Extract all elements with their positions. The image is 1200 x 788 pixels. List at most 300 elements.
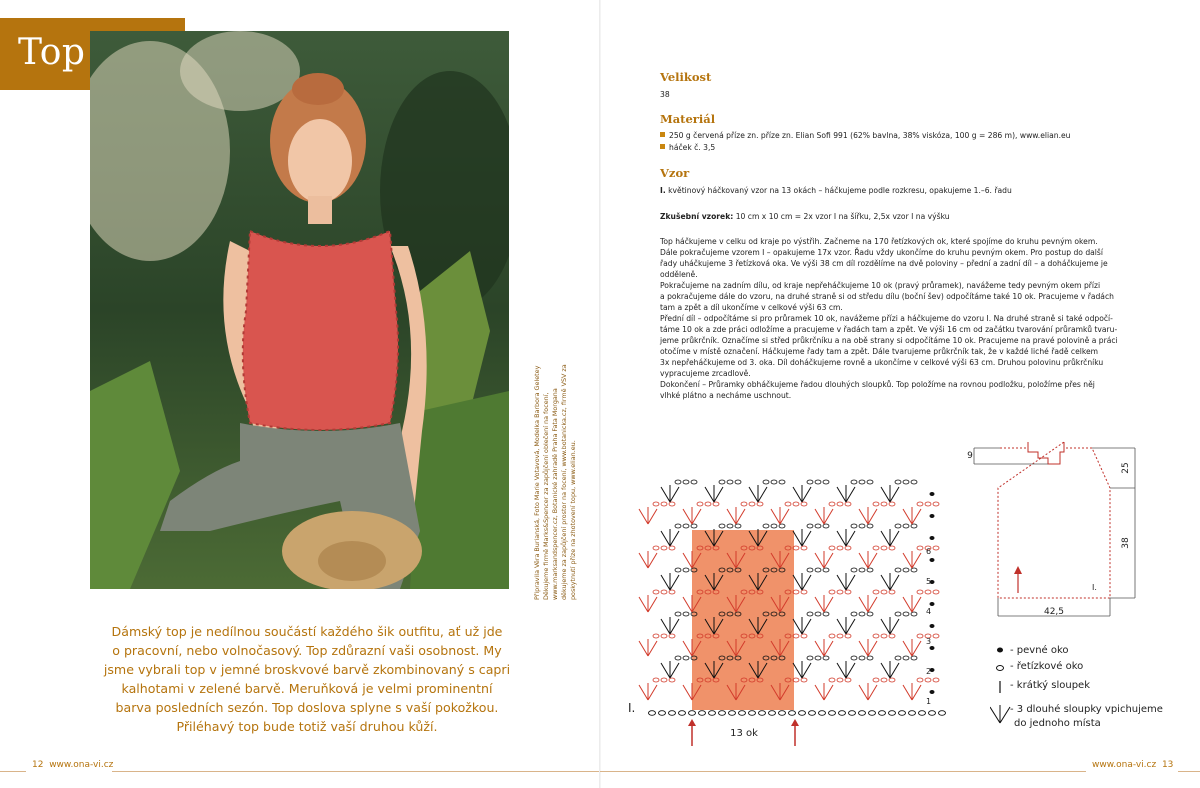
piece-pattern-label: I. [1092, 583, 1097, 592]
chain-stitch [851, 524, 857, 528]
chain-stitch [909, 711, 916, 716]
chain-stitch [889, 546, 895, 550]
chain-stitch [903, 612, 909, 616]
cluster-stitch [859, 683, 877, 700]
chain-stitch [895, 568, 901, 572]
chain-stitch [911, 568, 917, 572]
cluster-stitch [903, 551, 921, 568]
chain-stitch [845, 546, 851, 550]
garment-diagram [960, 438, 1140, 638]
chain-stitch [653, 634, 659, 638]
chain-stitch [889, 590, 895, 594]
chain-stitch [899, 711, 906, 716]
cluster-stitch [903, 595, 921, 612]
chain-stitch [689, 711, 696, 716]
chain-stitch [851, 656, 857, 660]
instruction-line: táme 10 ok a zde práci odložíme a pracujeme v řadách tam a zpět. Ve výši 16 cm od začátku tvarování průramků tvaru- [660, 325, 1118, 334]
instructions [660, 236, 1118, 401]
chain-stitch [873, 678, 879, 682]
folio-left [32, 760, 113, 770]
chain-stitch [779, 524, 785, 528]
pattern-number: I. [660, 186, 666, 195]
chain-stitch [801, 590, 807, 594]
chain-stitch [691, 524, 697, 528]
dot-icon [997, 648, 1003, 653]
chain-stitch [727, 480, 733, 484]
chain-stitch [837, 590, 843, 594]
intro-line: jsme vybrali top v jemné broskvové barvě zkombinovaný s capri [103, 662, 511, 677]
chain-stitch [683, 480, 689, 484]
page-number: 12 [32, 760, 44, 770]
chain-stitch [779, 480, 785, 484]
chain-stitch [837, 502, 843, 506]
cluster-stitch [793, 529, 811, 546]
legend-item: - krátký sloupek [1010, 680, 1091, 691]
footer-rule-left [0, 771, 26, 772]
chain-stitch [873, 546, 879, 550]
chain-stitch [867, 656, 873, 660]
legend-symbols [990, 645, 1030, 745]
cluster-stitch [903, 639, 921, 656]
row-number: 4 [926, 607, 932, 616]
chain-stitch [837, 634, 843, 638]
test-label: Zkušební vzorek: [660, 212, 734, 221]
cluster-stitch [727, 507, 745, 524]
slip-stitch [930, 492, 935, 496]
chain-stitch [895, 656, 901, 660]
chain-stitch [807, 656, 813, 660]
instruction-line: Přední díl – odpočítáme si pro průramek 10 ok, navážeme přízi a háčkujeme do vzoru I. Na druhé straně si také odpočí- [660, 314, 1113, 323]
chain-stitch [789, 711, 796, 716]
chain-stitch [815, 656, 821, 660]
chain-stitch [769, 711, 776, 716]
chain-stitch [867, 524, 873, 528]
intro-line: kalhotami v zelené barvě. Meruňková je velmi prominentní [121, 681, 493, 696]
chain-stitch [675, 480, 681, 484]
cluster-stitch [903, 683, 921, 700]
instruction-line: odděleně. [660, 270, 698, 279]
cluster-stitch [683, 507, 701, 524]
chain-stitch [933, 678, 939, 682]
chain-stitch [917, 590, 923, 594]
dim-neck-depth: 9 [967, 451, 973, 461]
chain-stitch [925, 678, 931, 682]
test-text: 10 cm x 10 cm = 2x vzor I na šířku, 2,5x vzor I na výšku [735, 212, 950, 221]
chain-stitch [793, 502, 799, 506]
chain-stitch [851, 612, 857, 616]
chain-stitch [873, 590, 879, 594]
model-photo-graphic [90, 31, 509, 589]
page-number: 13 [1161, 760, 1174, 770]
arrow-up-icon [1014, 566, 1022, 574]
instruction-line: a pokračujeme dále do vzoru, na druhé straně si od středu dílu (boční šev) odpočítáme také 10 ok. Pracujeme v řadách [660, 292, 1114, 301]
cluster-stitch [661, 617, 679, 634]
garment-outline [998, 442, 1110, 598]
credit-line: děkujeme za zapůjčení prostor na focení, www.botanicka.cz, firmě VSV za [560, 364, 568, 600]
chain-stitch [771, 480, 777, 484]
chain-stitch [757, 502, 763, 506]
intro-line: barva posledních sezón. Top doslova splyne s vaší pokožkou. [115, 700, 499, 715]
chain-stitch [683, 656, 689, 660]
chain-stitch [859, 656, 865, 660]
chain-stitch [713, 502, 719, 506]
chain-stitch [845, 678, 851, 682]
cluster-stitch [881, 661, 899, 678]
instruction-line: Pokračujeme na zadním dílu, od kraje nepřeháčkujeme 10 ok (pravý průramek), navážeme tedy pevným okem přízi [660, 281, 1101, 290]
chain-stitch [649, 711, 656, 716]
intro-line: Přiléhavý top bude totiž vaší druhou kůží. [176, 719, 438, 734]
chain-stitch [867, 568, 873, 572]
pattern-heading: Vzor [660, 166, 690, 180]
legend-item: do jednoho místa [1014, 718, 1101, 729]
slip-stitch [930, 602, 935, 606]
chain-stitch [829, 711, 836, 716]
chain-stitch [903, 524, 909, 528]
footer-rule-right [600, 771, 1086, 772]
chain-stitch [851, 568, 857, 572]
chain-stitch [889, 711, 896, 716]
chain-stitch [823, 568, 829, 572]
chain-stitch [823, 612, 829, 616]
material-item [660, 142, 715, 153]
cluster-stitch [793, 485, 811, 502]
cluster-stitch [639, 551, 657, 568]
chain-stitch [823, 480, 829, 484]
credit-line: www.marksandspencer.cz, Botanické zahradě Praha Fata Morgana [551, 388, 559, 600]
cluster-stitch [859, 595, 877, 612]
chain-stitch [911, 480, 917, 484]
chain-stitch [859, 568, 865, 572]
cluster-stitch [639, 683, 657, 700]
cluster-stitch [749, 485, 767, 502]
chain-stitch [917, 634, 923, 638]
cluster-stitch [815, 507, 833, 524]
chain-stitch [881, 678, 887, 682]
chain-stitch [727, 524, 733, 528]
slip-stitch [930, 624, 935, 628]
chain-stitch [653, 678, 659, 682]
chain-stitch [829, 502, 835, 506]
chain-stitch [653, 502, 659, 506]
material-heading: Materiál [660, 112, 716, 126]
legend-item: - řetízkové oko [1010, 661, 1084, 672]
chain-stitch [845, 502, 851, 506]
chain-stitch [933, 502, 939, 506]
chain-stitch [815, 568, 821, 572]
credit-line: Děkujeme firmě Marks&Spencer za zapůjčení oblečení na focení, [542, 392, 550, 600]
chain-stitch [741, 502, 747, 506]
chain-stitch [845, 634, 851, 638]
cluster-stitch [881, 485, 899, 502]
chain-stitch [807, 480, 813, 484]
cluster-stitch [815, 551, 833, 568]
row-number: 2 [926, 667, 932, 676]
instruction-line: otočíme v místě označení. Háčkujeme řady tam a zpět. Dále tvarujeme průkrčník tak, že v každé liché řadě celkem [660, 347, 1099, 356]
instruction-line: řady uháčkujeme 3 řetízková oka. Ve výši 38 cm díl rozdělíme na dvě poloviny – přední a zadní díl – a doháčkujeme je [660, 259, 1108, 268]
chain-stitch [881, 502, 887, 506]
chain-stitch [829, 634, 835, 638]
legend-item: - 3 dlouhé sloupky vpichujeme [1010, 704, 1163, 715]
cluster-stitch [661, 485, 679, 502]
chain-stitch [829, 546, 835, 550]
instruction-line: Top háčkujeme v celku od kraje po výstřih. Začneme na 170 řetízkových ok, které spojíme do kruhu pevným okem. [660, 237, 1098, 246]
chain-stitch [823, 524, 829, 528]
instruction-line: jeme průkrčník. Označíme si střed průkrčníku a na obě strany si odpočítáme 10 ok. Pracujeme na pravé polovině a práci [660, 336, 1118, 345]
credit-line: Připravila Věra Burianská, Foto Marie Votavová, Modelka Barbora Geletey [533, 365, 541, 600]
chain-stitch [873, 634, 879, 638]
chain-stitch [837, 546, 843, 550]
cluster-stitch [881, 529, 899, 546]
chain-stitch [845, 590, 851, 594]
chain-stitch [917, 546, 923, 550]
chain-stitch [719, 711, 726, 716]
pattern-text: květinový háčkovaný vzor na 13 okách – háčkujeme podle rozkresu, opakujeme 1.–6. řadu [668, 186, 1012, 195]
chain-stitch [815, 524, 821, 528]
chain-stitch [675, 568, 681, 572]
chain-stitch [925, 502, 931, 506]
footer-rule-right-short [1178, 771, 1200, 772]
dim-width: 42,5 [1043, 607, 1065, 617]
chain-stitch [691, 480, 697, 484]
cluster-stitch [859, 551, 877, 568]
chain-stitch [839, 711, 846, 716]
chain-stitch [735, 480, 741, 484]
page-title: Top [18, 32, 86, 73]
size-heading: Velikost [660, 70, 712, 84]
chain-stitch [933, 634, 939, 638]
chain-stitch [763, 480, 769, 484]
bullet-icon [660, 132, 665, 137]
chain-stitch [859, 524, 865, 528]
neckline [1028, 442, 1064, 464]
chain-stitch [859, 612, 865, 616]
test-swatch [660, 211, 950, 222]
chain-stitch [873, 502, 879, 506]
chain-stitch [739, 711, 746, 716]
chain-stitch [881, 634, 887, 638]
chain-stitch [911, 524, 917, 528]
cluster-icon [990, 705, 1010, 723]
chain-stitch [659, 711, 666, 716]
footer-rule-left-long [112, 771, 600, 772]
arrow-up-icon [791, 719, 799, 726]
instruction-line: 3x nepřeháčkujeme od 3. oka. Díl doháčkujeme rovně a ukončíme v celkové výši 63 cm. Druhou polovinu průkrčníku [660, 358, 1104, 367]
site-url: www.ona-vi.cz [1092, 760, 1157, 770]
chain-stitch [807, 568, 813, 572]
chain-stitch [771, 524, 777, 528]
row-number: 5 [926, 577, 932, 586]
repeat-width-label: 13 ok [730, 728, 758, 739]
chain-stitch [801, 678, 807, 682]
cluster-stitch [881, 573, 899, 590]
photo-credit [533, 310, 593, 600]
slip-stitch [930, 690, 935, 694]
pattern-description [660, 185, 1012, 196]
chain-stitch [929, 711, 936, 716]
chain-stitch [889, 678, 895, 682]
cluster-stitch [837, 529, 855, 546]
foundation-chain [649, 711, 946, 716]
chain-stitch [925, 590, 931, 594]
chain-stitch [917, 502, 923, 506]
intro-line: o pracovní, nebo volnočasový. Top zdůrazní vaši osobnost. My [112, 643, 502, 658]
chain-stitch [699, 711, 706, 716]
chain-stitch [859, 711, 866, 716]
chain-stitch [919, 711, 926, 716]
chain-stitch [675, 612, 681, 616]
cluster-stitch [837, 617, 855, 634]
material-text: 250 g červená příze zn. příze zn. Elian Sofi 991 (62% bavlna, 38% viskóza, 100 g = 286 m), www.elian.eu [669, 131, 1071, 140]
slip-stitch [930, 646, 935, 650]
chain-stitch [837, 678, 843, 682]
chain-stitch [849, 711, 856, 716]
chain-stitch [719, 524, 725, 528]
chain-stitch [763, 524, 769, 528]
chain-stitch [889, 502, 895, 506]
chain-stitch [661, 502, 667, 506]
cluster-stitch [837, 661, 855, 678]
chain-stitch [729, 711, 736, 716]
chain-stitch [823, 656, 829, 660]
row-number: 6 [926, 547, 932, 556]
page-gutter [599, 0, 601, 788]
chain-stitch [735, 524, 741, 528]
chain-stitch [669, 678, 675, 682]
chain-stitch [759, 711, 766, 716]
chain-stitch [859, 480, 865, 484]
chain-stitch [679, 711, 686, 716]
chain-stitch [867, 612, 873, 616]
chain-stitch [785, 502, 791, 506]
model-photo [90, 31, 509, 589]
chain-stitch [801, 634, 807, 638]
intro-line: Dámský top je nedílnou součástí každého šik outfitu, ať už jde [111, 624, 503, 639]
row-number: 1 [926, 697, 932, 706]
chain-stitch [903, 656, 909, 660]
chain-stitch [879, 711, 886, 716]
cluster-stitch [815, 595, 833, 612]
instruction-line: Dále pokračujeme vzorem I – opakujeme 17x vzor. Řadu vždy ukončíme do kruhu pevným okem. Pro postup do další [660, 248, 1103, 257]
chain-stitch [911, 612, 917, 616]
instruction-line: tam a zpět a díl ukončíme v celkové výši 63 cm. [660, 303, 843, 312]
chain-stitch [669, 502, 675, 506]
chain-stitch [661, 590, 667, 594]
chain-stitch [669, 711, 676, 716]
chain-stitch [881, 590, 887, 594]
chain-stitch [829, 678, 835, 682]
cluster-stitch [859, 507, 877, 524]
chain-stitch [851, 480, 857, 484]
cluster-stitch [661, 529, 679, 546]
cluster-stitch [837, 485, 855, 502]
instruction-line: Dokončení – Průramky obháčkujeme řadou dlouhých sloupků. Top položíme na rovnou podložku, položíme přes něj [660, 380, 1095, 389]
chain-stitch [661, 678, 667, 682]
chain-stitch [705, 502, 711, 506]
cluster-stitch [837, 573, 855, 590]
site-url: www.ona-vi.cz [49, 760, 114, 770]
dim-armhole: 25 [1121, 462, 1131, 474]
chain-stitch [749, 502, 755, 506]
dim-body: 38 [1121, 537, 1131, 549]
chain-stitch [669, 634, 675, 638]
chain-stitch [719, 480, 725, 484]
arrow-up-icon [688, 719, 696, 726]
chain-stitch [683, 568, 689, 572]
cluster-stitch [815, 683, 833, 700]
chain-stitch [807, 612, 813, 616]
garment-diagram-graphic [960, 438, 1140, 638]
chain-stitch [801, 546, 807, 550]
chain-stitch [819, 711, 826, 716]
chain-stitch [661, 546, 667, 550]
instruction-line: vypracujeme zrcadlově. [660, 369, 751, 378]
crochet-chart-graphic [620, 460, 970, 750]
chain-stitch [917, 678, 923, 682]
chain-stitch [653, 546, 659, 550]
chain-stitch [881, 546, 887, 550]
chain-stitch [895, 480, 901, 484]
chain-stitch [661, 634, 667, 638]
chain-stitch [709, 711, 716, 716]
material-text: háček č. 3,5 [669, 143, 716, 152]
instruction-line: vlhké plátno a necháme uschnout. [660, 391, 792, 400]
cluster-stitch [793, 617, 811, 634]
slip-stitch [930, 558, 935, 562]
chain-stitch [903, 480, 909, 484]
slip-stitch [930, 536, 935, 540]
size-value: 38 [660, 90, 670, 99]
chain-stitch [675, 524, 681, 528]
intro-paragraph [102, 622, 512, 736]
chain-stitch [895, 612, 901, 616]
chain-stitch [911, 656, 917, 660]
chain-stitch [939, 711, 946, 716]
chain-stitch [869, 711, 876, 716]
chain-stitch [933, 546, 939, 550]
cluster-stitch [639, 595, 657, 612]
chain-stitch [807, 524, 813, 528]
chart-label: I. [628, 701, 636, 715]
row-number: 3 [926, 637, 932, 646]
cluster-stitch [793, 661, 811, 678]
credit-line: poskytnutí příze na zhotovení topu, www.elian.eu. [569, 440, 577, 600]
material-item [660, 130, 1070, 141]
chain-stitch [867, 480, 873, 484]
chain-stitch [683, 612, 689, 616]
chain-stitch [903, 568, 909, 572]
oval-icon [997, 666, 1004, 671]
cluster-stitch [903, 507, 921, 524]
chain-stitch [895, 524, 901, 528]
chain-stitch [815, 480, 821, 484]
cluster-stitch [771, 507, 789, 524]
chain-stitch [815, 612, 821, 616]
chain-stitch [889, 634, 895, 638]
chain-stitch [669, 546, 675, 550]
cluster-stitch [815, 639, 833, 656]
legend-item: - pevné oko [1010, 645, 1069, 656]
chain-stitch [829, 590, 835, 594]
chain-stitch [749, 711, 756, 716]
cluster-stitch [639, 507, 657, 524]
chain-stitch [675, 656, 681, 660]
chain-stitch [779, 711, 786, 716]
cluster-stitch [705, 485, 723, 502]
bullet-icon [660, 144, 665, 149]
slip-stitch [930, 514, 935, 518]
chain-stitch [697, 502, 703, 506]
symbol-legend [990, 645, 1200, 745]
